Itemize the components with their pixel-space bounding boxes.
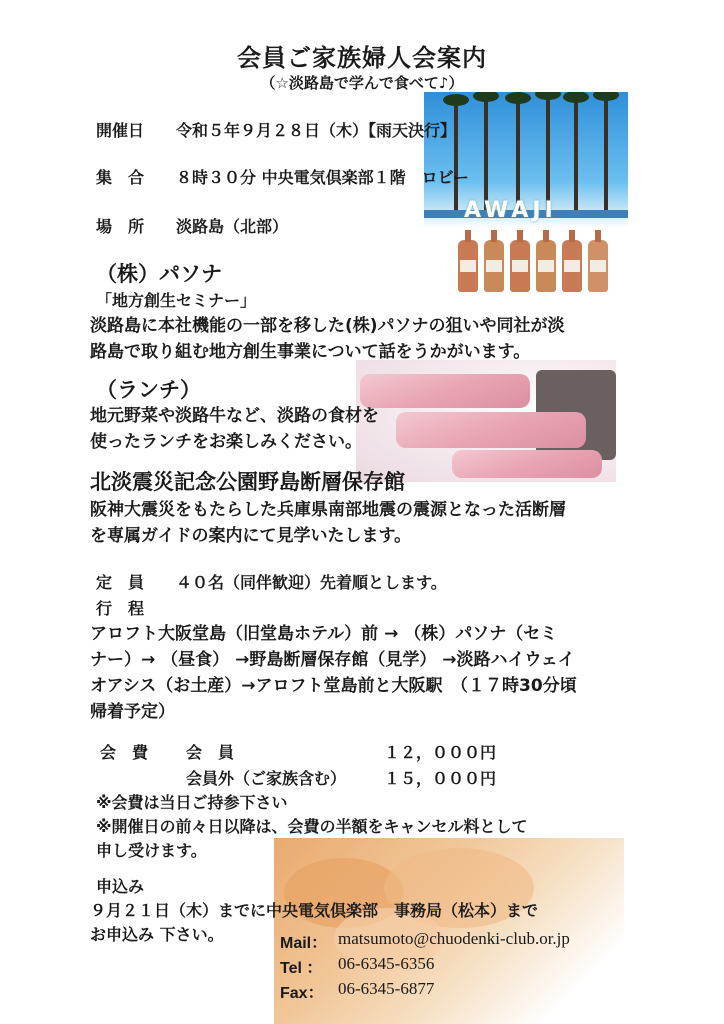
page-title: 会員ご家族婦人会案内 (237, 44, 487, 72)
itinerary-label: 行 程 (96, 599, 145, 618)
date-label: 開催日 (96, 121, 145, 140)
pasona-heading: （株）パソナ (96, 262, 222, 286)
place-value: 淡路島（北部） (176, 217, 289, 236)
itinerary-line-1: アロフト大阪堂島（旧堂島ホテル）前 → （株）パソナ（セミ (90, 624, 558, 644)
itinerary-line-3: オアシス（お土産）→アロフト堂島前と大阪駅 （１７時30分頃 (90, 676, 577, 696)
tel-label: Tel ： (280, 960, 323, 977)
capacity-label: 定 員 (96, 573, 145, 592)
mail-value[interactable]: matsumoto@chuodenki-club.or.jp (338, 929, 570, 948)
place-label: 場 所 (96, 217, 145, 236)
itinerary-line-2: ナー）→ （昼食） →野島断層保存館（見学） →淡路ハイウェイ (90, 650, 575, 670)
fee-member-label: 会 員 (186, 743, 235, 762)
date-value: 令和５年９月２８日（木）【雨天決行】 (176, 121, 457, 140)
fax-label: Fax： (280, 985, 324, 1002)
fee-member-value: １２，０００円 (384, 743, 497, 762)
fee-note-2-line-2: 申し受けます。 (96, 841, 207, 860)
page-subtitle: （☆淡路島で学んで食べて♪） (260, 74, 464, 92)
lunch-line-2: 使ったランチをお楽しみください。 (90, 432, 362, 452)
meet-label: 集 合 (96, 168, 145, 187)
pasona-subheading: 「地方創生セミナー」 (96, 291, 257, 310)
fee-note-1: ※会費は当日ご持参下さい (96, 793, 288, 812)
application-line-2: お申込み 下さい。 (90, 925, 224, 944)
meet-value: ８時３０分 中央電気倶楽部１階 ロビー (176, 168, 469, 187)
museum-line-2: を専属ガイドの案内にて見学いたします。 (90, 526, 412, 546)
fee-label: 会 費 (100, 743, 149, 762)
tel-value[interactable]: 06-6345-6356 (338, 954, 435, 973)
mail-label: Mail： (280, 935, 328, 952)
pasona-line-1: 淡路島に本社機能の一部を移した(株)パソナの狙いや同社が淡 (90, 316, 565, 336)
fee-nonmember-value: １５，０００円 (384, 769, 497, 788)
itinerary-line-4: 帰着予定） (90, 702, 175, 722)
application-label: 申込み (96, 877, 145, 896)
fax-value: 06-6345-6877 (338, 979, 435, 998)
beef-photo (356, 360, 616, 482)
museum-line-1: 阪神大震災をもたらした兵庫県南部地震の震源となった活断層 (90, 500, 566, 520)
fee-note-2-line-1: ※開催日の前々日以降は、会費の半額をキャンセル料として (96, 817, 528, 836)
fee-nonmember-label: 会員外（ご家族含む） (186, 769, 347, 788)
application-line-1: ９月２１日（木）までに中央電気倶楽部 事務局（松本）まで (90, 901, 539, 920)
museum-heading: 北淡震災記念公園野島断層保存館 (90, 470, 405, 494)
awaji-logo-text: AWAJI (464, 198, 557, 223)
lunch-line-1: 地元野菜や淡路牛など、淡路の食材を (90, 406, 379, 426)
lunch-heading: （ランチ） (96, 378, 201, 402)
capacity-value: ４０名（同伴歓迎）先着順とします。 (176, 573, 447, 592)
pasona-line-2: 路島で取り組む地方創生事業について話をうかがいます。 (90, 342, 531, 362)
